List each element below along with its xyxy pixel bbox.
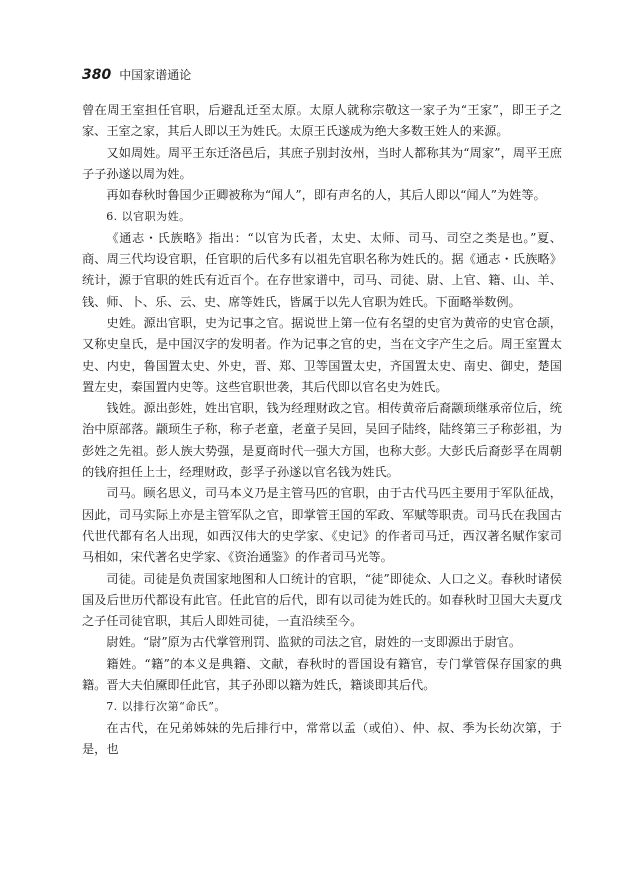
running-header (82, 66, 191, 83)
paragraph-situ: 司徒。司徒是负责国家地图和人口统计的官职，“徒”即徒众、人口之义。春秋时诸侯国及后世历代都设有此官。任此官的后代，即有以司徒为姓氏的。如春秋时卫国大夫夏戊之子任司徒官职，其后人即姓司徒，一直沿续至今。 (82, 571, 562, 629)
paragraph-tongzhi: 《通志・氏族略》指出：“以官为氏者，太史、太师、司马、司空之类是也。”夏、商、周三代均设官职，任官职的后代多有以祖先官职名称为姓氏的。据《通志・氏族略》统计，源于官职的姓氏有近百个。在存世家谱中，司马、司徒、尉、上官、籍、山、羊、钱、师、卜、乐、云、史、席等姓氏，皆属于以先人官职为姓氏。下面略举数例。 (82, 230, 562, 309)
paragraph-wenren: 再如春秋时鲁国少正卿被称为“闻人”，即有声名的人，其后人即以“闻人”为姓等。 (106, 188, 546, 203)
paragraph-qian: 钱姓。源出彭姓，姓出官职，钱为经理财政之官。相传黄帝后裔颛顼继承帝位后，统治中原部落。颛顼生子称，称子老童，老童子吴回，吴回子陆终，陆终第三子称彭祖，为彭姓之先祖。彭人族大势强，是夏商时代一强大方国，也称大彭。大彭氏后裔彭孚在周朝的钱府担任上士，经理财政，彭孚子孙遂以官名钱为姓氏。 (82, 401, 562, 480)
paragraph-sima: 司马。顾名思义，司马本义乃是主管马匹的官职，由于古代马匹主要用于军队征战，因此，司马实际上亦是主管军队之官，即掌管王国的军政、军赋等职责。司马氏在我国古代世代都有名人出现，如西汉伟大的史学家、《史记》的作者司马迁，西汉著名赋作家司马相如，宋代著名史学家、《资治通鉴》的作者司马光等。 (82, 486, 562, 565)
paragraph-wang-continued: 曾在周王室担任官职，后避乱迁至太原。太原人就称宗敬这一家子为“王家”，即王子之家、王室之家，其后人即以王为姓氏。太原王氏遂成为绝大多数王姓人的来源。 (82, 103, 562, 139)
paragraph-zhou: 又如周姓。周平王东迁洛邑后，其庶子别封汝州，当时人都称其为“周家”，周平王庶子子孙遂以周为姓。 (82, 145, 562, 181)
section-heading-7: 7. 以排行次第“命氏”。 (106, 700, 226, 714)
book-title: 中国家谱通论 (119, 68, 192, 82)
paragraph-paihang: 在古代，在兄弟姊妹的先后排行中，常常以孟（或伯）、仲、叔、季为长幼次第，于是，也 (82, 720, 562, 756)
paragraph-wei: 尉姓。“尉”原为古代掌管刑罚、监狱的司法之官，尉姓的一支即源出于尉官。 (106, 635, 522, 650)
body-text (82, 100, 562, 760)
paragraph-ji: 籍姓。“籍”的本义是典籍、文献，春秋时的晋国设有籍官，专门掌管保存国家的典籍。晋大夫伯黡即任此官，其子孙即以籍为姓氏，籍谈即其后代。 (82, 656, 562, 693)
section-heading-6: 6. 以官职为姓。 (106, 210, 191, 224)
paragraph-shi: 史姓。源出官职，史为记事之官。据说世上第一位有名望的史官为黄帝的史官仓颉，又称史皇氏，是中国汉字的发明者。作为记事之官的史，当在文字产生之后。周王室置太史、内史，鲁国置太史、外史，晋、郑、卫等国置太史，齐国置太史、南史、御史，楚国置左史，秦国置内史等。这些官职世袭，其后代即以官名史为姓氏。 (82, 315, 562, 394)
page-number: 380 (82, 67, 112, 83)
